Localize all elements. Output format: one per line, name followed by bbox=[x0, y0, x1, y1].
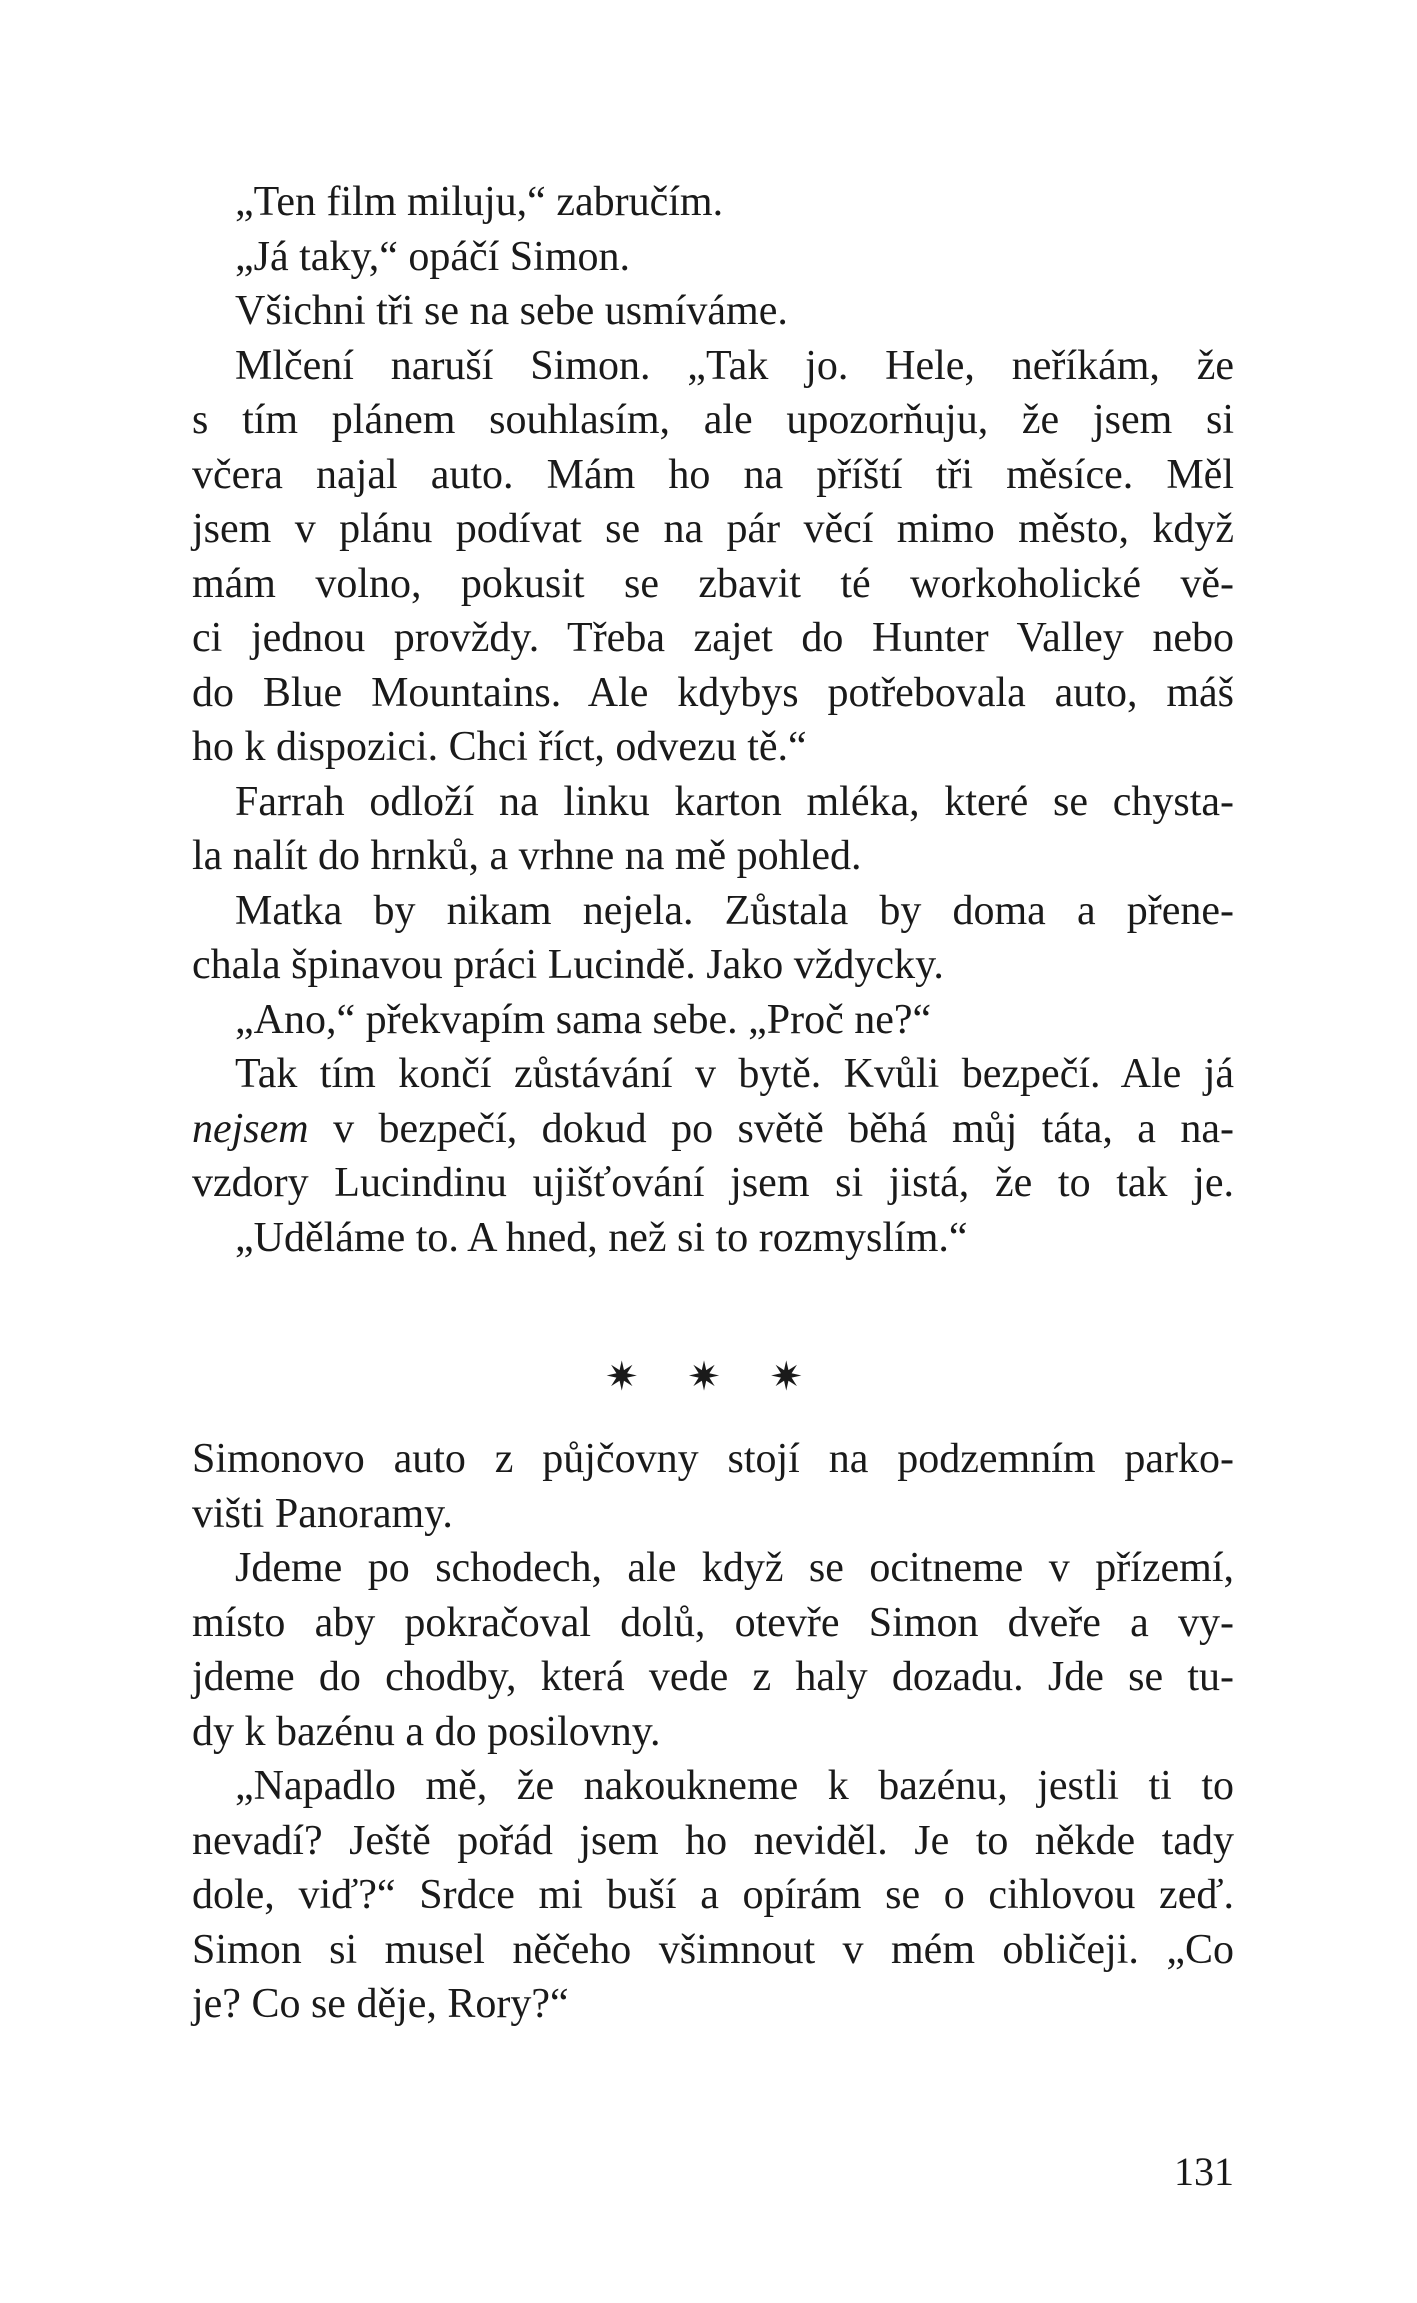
text-line: ci jednou provždy. Třeba zajet do Hunter Valley nebo bbox=[192, 615, 1234, 661]
text-line: ho k dispozici. Chci říct, odvezu tě.“ bbox=[192, 724, 807, 770]
text-line: včera najal auto. Mám ho na příští tři měsíce. Měl bbox=[192, 451, 1234, 498]
text-line: „Já taky,“ opáčí Simon. bbox=[235, 233, 631, 280]
italic-word: nejsem bbox=[192, 1105, 309, 1152]
text-line: chala špinavou práci Lucindě. Jako vždycky. bbox=[192, 942, 944, 988]
text-line: dy k bazénu a do posilovny. bbox=[192, 1708, 661, 1755]
text-line: vzdory Lucindinu ujišťování jsem si jistá, že to tak je. bbox=[192, 1160, 1234, 1206]
text-line: „Uděláme to. A hned, než si to rozmyslím.“ bbox=[235, 1214, 968, 1261]
text-line: Simonovo auto z půjčovny stojí na podzemním parko- bbox=[192, 1436, 1234, 1482]
text-line: je? Co se děje, Rory?“ bbox=[192, 1981, 569, 2027]
text-line: jdeme do chodby, která vede z haly dozadu. Jde se tu- bbox=[192, 1654, 1234, 1700]
text-line: Všichni tři se na sebe usmíváme. bbox=[235, 288, 788, 334]
text-line: jsem v plánu podívat se na pár věcí mimo město, když bbox=[192, 506, 1234, 552]
text-line: Jdeme po schodech, ale když se ocitneme v přízemí, bbox=[235, 1545, 1234, 1591]
text-line: Simon si musel něčeho všimnout v mém obličeji. „Co bbox=[192, 1926, 1234, 1973]
page-number: 131 bbox=[1174, 2149, 1234, 2194]
text-line: la nalít do hrnků, a vrhne na mě pohled. bbox=[192, 833, 862, 879]
text-line: Tak tím končí zůstávání v bytě. Kvůli bezpečí. Ale já bbox=[235, 1051, 1234, 1097]
text-line: „Ano,“ překvapím sama sebe. „Proč ne?“ bbox=[235, 996, 932, 1043]
text-line: do Blue Mountains. Ale kdybys potřebovala auto, máš bbox=[192, 669, 1234, 716]
text-line: višti Panoramy. bbox=[192, 1490, 453, 1537]
text-line: místo aby pokračoval dolů, otevře Simon dveře a vy- bbox=[192, 1599, 1234, 1646]
section-separator: ✷ ✷ ✷ bbox=[605, 1354, 821, 1400]
text-line: Farrah odloží na linku karton mléka, které se chysta- bbox=[235, 778, 1234, 825]
text-line: Mlčení naruší Simon. „Tak jo. Hele, neříkám, že bbox=[235, 342, 1234, 389]
text-line bbox=[192, 1102, 1234, 1156]
text-line: „Ten film miluju,“ zabručím. bbox=[235, 179, 724, 225]
text-line: „Napadlo mě, že nakoukneme k bazénu, jestli ti to bbox=[235, 1763, 1234, 1809]
text-line: Matka by nikam nejela. Zůstala by doma a přene- bbox=[235, 887, 1234, 934]
text-line: s tím plánem souhlasím, ale upozorňuju, že jsem si bbox=[192, 397, 1234, 443]
text-line: nevadí? Ještě pořád jsem ho neviděl. Je to někde tady bbox=[192, 1817, 1234, 1864]
line-text: v bezpečí, dokud po světě běhá můj táta, a na- bbox=[308, 1105, 1234, 1152]
text-line: mám volno, pokusit se zbavit té workoholické vě- bbox=[192, 560, 1234, 607]
text-line: dole, viď?“ Srdce mi buší a opírám se o cihlovou zeď. bbox=[192, 1872, 1234, 1918]
